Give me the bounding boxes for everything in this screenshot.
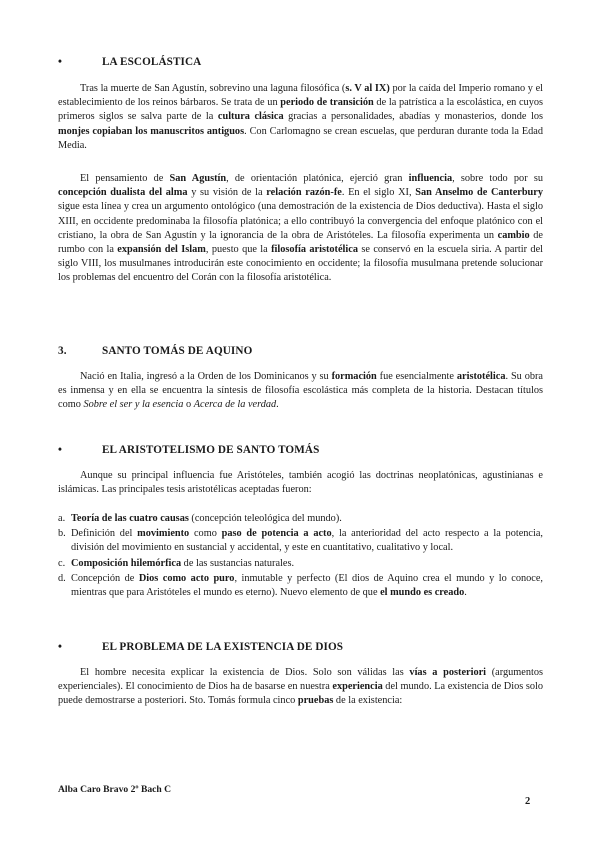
bold-text: formación — [331, 371, 377, 382]
text-run: , puesto que la — [205, 244, 272, 256]
footer-author: Alba Caro Bravo 2º Bach C — [58, 784, 172, 795]
bold-text: cambio — [497, 229, 530, 241]
section-heading-escolastica — [58, 56, 201, 68]
list-label: b. — [58, 528, 66, 540]
bold-text: San Anselmo de Canterbury — [415, 187, 544, 199]
heading-text: EL PROBLEMA DE LA EXISTENCIA DE DIOS — [102, 641, 344, 653]
bold-text: periodo de transición — [280, 97, 374, 109]
paragraph-influencias — [58, 469, 543, 497]
list-item-movimiento — [58, 527, 543, 555]
list-item-text — [71, 573, 543, 598]
heading-text: LA ESCOLÁSTICA — [102, 56, 202, 68]
paragraph-laguna-filosofica — [58, 82, 543, 153]
text-run: Tras la muerte de San Agustín, sobrevino una laguna filosófica ( — [80, 83, 346, 94]
heading-text: EL ARISTOTELISMO DE SANTO TOMÁS — [102, 444, 320, 456]
bold-text: filosofía aristotélica — [271, 244, 358, 256]
text-run: sigue esta línea y crea un argumento ontológico (una demostración de la existencia de Dios deductiva). Hasta el siglo XIII, en occidente predominaba la filosofía platónica; a ello contribuyó la convergencia del enfoque platónico con el cristiano, la obra de San Agustín y la ignorancia de la obra de Aristóteles. La filosofía experimenta un — [58, 201, 543, 241]
list-item-hilemorfismo — [58, 557, 543, 571]
bold-text: cultura clásica — [217, 111, 284, 123]
list-item-text — [71, 558, 294, 569]
bullet-marker: • — [58, 641, 63, 653]
bold-text: el mundo es creado — [380, 587, 465, 599]
section-heading-existencia-dios — [58, 641, 343, 653]
section-heading-aristotelismo — [58, 444, 319, 456]
section-heading-santo-tomas — [58, 345, 252, 357]
bold-text: concepción dualista del alma — [58, 187, 188, 199]
text-run: . — [276, 399, 279, 411]
text-run: (argumentos experienciales). El conocimiento de Dios ha de basarse en nuestra — [58, 667, 544, 693]
bold-text: aristotélica — [456, 371, 506, 382]
list-item-text — [71, 513, 342, 524]
italic-text: Sobre el ser y la esencia — [83, 399, 184, 411]
bold-text: Composición hilemórfica — [71, 557, 182, 569]
text-run: . Con Carlomagno se crean escuelas, que perduran durante toda la Edad Media. — [58, 125, 543, 151]
text-run: gracias a personalidades, abadías y monasterios, donde los — [283, 111, 543, 123]
text-run: como — [189, 528, 222, 540]
list-label: a. — [58, 513, 66, 524]
text-run: . Su obra es inmensa y en ella se encuentra la síntesis de filosofía escolástica más completa de la historia. Destacan títulos como — [58, 371, 543, 411]
paragraph-biografia-aquino — [58, 370, 543, 413]
bold-text: San Agustín — [169, 173, 227, 184]
bold-text: influencia — [408, 173, 453, 184]
text-run: Nació en Italia, ingresó a la Orden de los Dominicanos y su — [80, 371, 332, 382]
bold-text: paso de potencia a acto — [221, 528, 332, 540]
text-run: del mundo. La existencia de Dios solo puede demostrarse a posteriori. Sto. Tomás formula cinco — [58, 681, 543, 707]
list-item-text — [71, 528, 543, 553]
text-run: se conservó en la escuela siria. A partir del siglo VIII, los musulmanes introducirán este conocimiento en occidente; la filosofía musulmana pretende solucionar los problemas del encuentro del Corán con la filosofía aristotélica. — [58, 244, 544, 284]
bold-text: monjes copiaban los manuscritos antiguos — [58, 125, 245, 137]
list-item-acto-puro — [58, 572, 543, 600]
text-run: , sobre todo por su — [452, 173, 543, 184]
bold-text: vías a posteriori — [409, 667, 487, 678]
paragraph-vias-posteriori — [58, 666, 543, 709]
bullet-marker: • — [58, 56, 63, 68]
text-run: . — [464, 587, 467, 599]
page-number: 2 — [525, 796, 531, 807]
text-run: Aunque su principal influencia fue Aristóteles, también acogió las doctrinas neoplatónicas, agustinianas e islámicas. Las principales tesis aristotélicas aceptadas fueron: — [58, 470, 543, 496]
bold-text: relación razón-fe — [266, 187, 342, 199]
italic-text: Acerca de la verdad — [193, 399, 277, 411]
bold-text: pruebas — [297, 695, 334, 707]
list-label: c. — [58, 557, 66, 569]
bold-text: Dios como acto puro — [138, 572, 235, 584]
text-run: (concepción teleológica del mundo). — [188, 513, 342, 524]
text-run: de rumbo con la — [58, 229, 543, 256]
bullet-marker: • — [58, 444, 63, 456]
text-run: de la existencia: — [333, 695, 403, 707]
list-label: d. — [58, 572, 66, 584]
text-run: , de orientación platónica, ejerció gran — [226, 173, 409, 184]
text-run: de las sustancias naturales. — [181, 557, 295, 569]
text-run: El pensamiento de — [80, 173, 170, 184]
text-run: Concepción de — [71, 572, 139, 584]
text-run: o — [183, 399, 194, 411]
text-run: de la patrística a la escolástica, en cuyos primeros siglos se salva parte de la — [58, 97, 543, 123]
section-number: 3. — [58, 345, 67, 357]
bold-text: expansión del Islam — [117, 244, 206, 256]
text-run: . En el siglo XI, — [341, 187, 416, 199]
text-run: , la anterioridad del acto respecto a la potencia, división del movimiento en sustancial y accidental, y este en cuantitativo, cualitativo y local. — [71, 528, 543, 554]
theses-list — [58, 512, 543, 601]
text-run: y su visión de la — [187, 187, 267, 199]
bold-text: Teoría de las cuatro causas — [71, 513, 189, 524]
bold-text: movimiento — [137, 528, 190, 540]
list-item-cuatro-causas — [58, 512, 543, 526]
paragraph-pensamiento-agustin — [58, 172, 543, 286]
bold-text: s. V al IX) — [345, 83, 390, 94]
text-run: fue esencialmente — [376, 371, 457, 382]
heading-text: SANTO TOMÁS DE AQUINO — [102, 345, 253, 357]
text-run: Definición del — [71, 528, 138, 540]
text-run: El hombre necesita explicar la existencia de Dios. Solo son válidas las — [80, 667, 410, 678]
text-run: , inmutable y perfecto (El dios de Aquino crea el mundo y lo conoce, mientras que para Aristóteles el mundo es eterno). Nuevo elemento de que — [71, 572, 543, 599]
bold-text: experiencia — [332, 681, 383, 693]
text-run: por la caída del Imperio romano y el establecimiento de los reinos bárbaros. Se trata de un — [58, 83, 544, 109]
